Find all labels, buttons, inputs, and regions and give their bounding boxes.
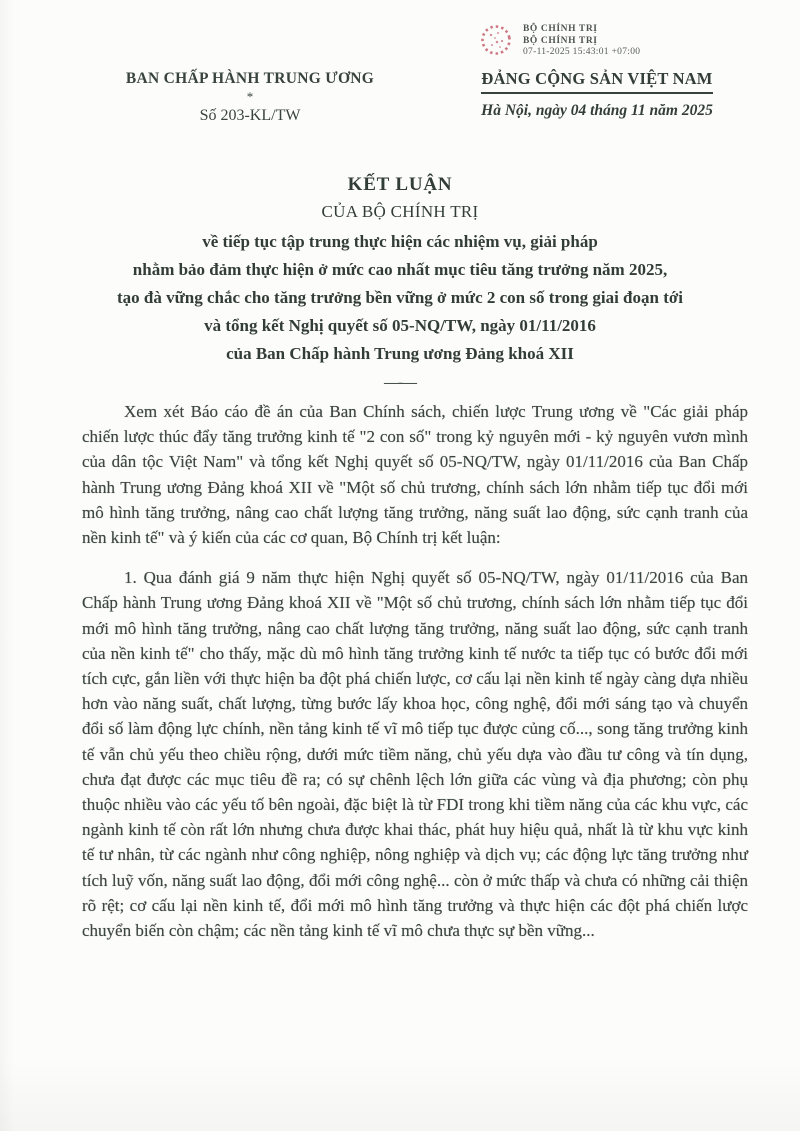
stamp-org-line1: BỘ CHÍNH TRỊ (523, 24, 598, 34)
title-subject-line-4: và tổng kết Nghị quyết số 05-NQ/TW, ngày 01/11/2016 (204, 316, 596, 335)
document-title-block (40, 174, 760, 392)
place-and-date: Hà Nội, ngày 04 tháng 11 năm 2025 (481, 102, 713, 119)
scan-left-edge-shadow (0, 0, 14, 1131)
issuing-body-name: BAN CHẤP HÀNH TRUNG ƯƠNG (125, 70, 375, 87)
document-number: Số 203-KL/TW (199, 107, 301, 124)
title-subject-line-1: về tiếp tục tập trung thực hiện các nhiệm vụ, giải pháp (202, 232, 598, 251)
stamp-text-block (523, 20, 640, 59)
title-subject-line-5: của Ban Chấp hành Trung ương Đảng khoá XII (226, 344, 574, 363)
paragraph-intro: Xem xét Báo cáo đề án của Ban Chính sách, chiến lược Trung ương về "Các giải pháp chiến lược thúc đẩy tăng trưởng kinh tế "2 con số" trong kỷ nguyên mới - kỷ nguyên vươn mình của dân tộc Việt Nam" và tổng kết Nghị quyết số 05-NQ/TW, ngày 01/11/2016 của Ban Chấp hành Trung ương Đảng khoá XII về "Một số chủ trương, chính sách lớn nhằm tiếp tục đổi mới mô hình tăng trưởng, nâng cao chất lượng tăng trưởng, năng suất lao động, sức cạnh tranh của nền kinh tế" và ý kiến của các cơ quan, Bộ Chính trị kết luận: (82, 402, 748, 548)
red-seal-icon (478, 20, 514, 60)
digital-signature-stamp (478, 20, 640, 60)
stamp-datetime: 07-11-2025 15:43:01 +07:00 (523, 47, 641, 57)
title-authority: CỦA BỘ CHÍNH TRỊ (321, 202, 479, 221)
party-name: ĐẢNG CỘNG SẢN VIỆT NAM (481, 69, 712, 94)
stamp-org-line2: BỘ CHÍNH TRỊ (523, 35, 598, 46)
title-subject-line-2: nhằm bảo đảm thực hiện ở mức cao nhất mục tiêu tăng trưởng năm 2025, (132, 260, 668, 279)
document-body (82, 399, 748, 943)
scan-bottom-shadow (0, 1061, 800, 1131)
star-separator: * (246, 89, 254, 104)
title-main: KẾT LUẬN (347, 174, 453, 195)
title-subject-line-3: tạo đà vững chắc cho tăng trưởng bền vững ở mức 2 con số trong giai đoạn tới (116, 288, 683, 307)
paragraph-section-1: 1. Qua đánh giá 9 năm thực hiện Nghị quyết số 05-NQ/TW, ngày 01/11/2016 của Ban Chấp hành Trung ương Đảng khoá XII về "Một số chủ trương, chính sách lớn nhằm tiếp tục đổi mới mô hình tăng trưởng, nâng cao chất lượng tăng trưởng, năng suất lao động, sức cạnh tranh của nền kinh tế" cho thấy, mặc dù mô hình tăng trưởng kinh tế nước ta tiếp tục có bước đổi mới tích cực, gắn liền với thực hiện ba đột phá chiến lược, cơ cấu lại nền kinh tế ngày càng dựa nhiều hơn vào năng suất, chất lượng, từng bước lấy khoa học, công nghệ, đổi mới sáng tạo và chuyển đổi số làm động lực chính, nền tảng kinh tế vĩ mô tiếp tục được củng cố..., song tăng trưởng kinh tế vẫn chủ yếu theo chiều rộng, dưới mức tiềm năng, chủ yếu dựa vào đầu tư công và tín dụng, chưa đạt được các mục tiêu đề ra; có sự chênh lệch lớn giữa các vùng và địa phương; còn phụ thuộc nhiều vào các yếu tố bên ngoài, đặc biệt là từ FDI trong khi tiềm năng của các khu vực, các ngành kinh tế còn rất lớn nhưng chưa được khai thác, phát huy hiệu quả, nhất là từ khu vực kinh tế tư nhân, từ các ngành như công nghiệp, nông nghiệp và dịch vụ; các động lực tăng trưởng như tích luỹ vốn, năng suất lao động, đổi mới công nghệ... còn ở mức thấp và chưa có những cải thiện rõ rệt; cơ cấu lại nền kinh tế, đổi mới mô hình tăng trưởng và thực hiện các đột phá chiến lược chuyển biến còn chậm; các nền tảng kinh tế vĩ mô chưa thực sự bền vững... (82, 568, 748, 941)
national-header-block (432, 69, 762, 120)
issuing-body-block (85, 70, 415, 125)
title-dash-separator: —-— (384, 375, 416, 391)
